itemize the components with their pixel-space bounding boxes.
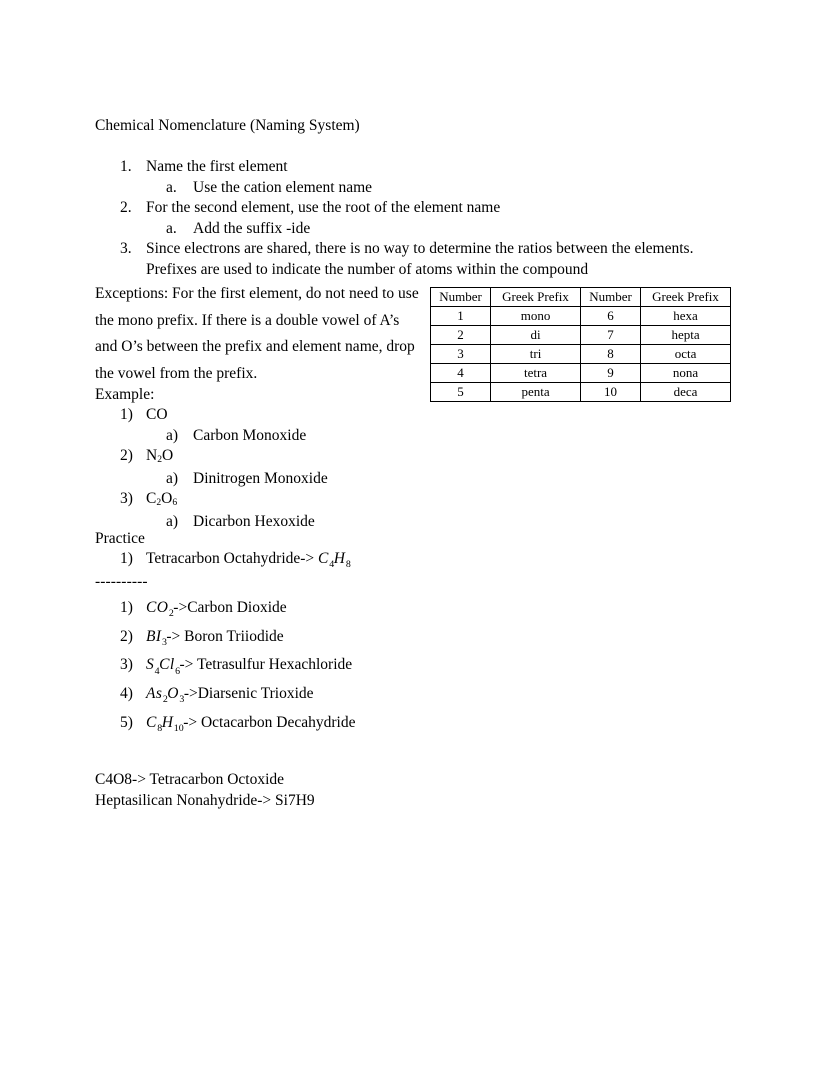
answer-marker: 5) bbox=[120, 713, 133, 731]
practice-item-marker: 1) bbox=[120, 550, 133, 567]
chemical-equation: $As_2O_3$ bbox=[146, 685, 185, 706]
answer-item bbox=[95, 624, 755, 653]
table-cell: deca bbox=[641, 383, 731, 402]
chemical-formula: $N_2O$ bbox=[146, 447, 174, 466]
table-row bbox=[431, 345, 731, 364]
answer-item bbox=[95, 681, 755, 710]
example-heading: Example: bbox=[95, 386, 155, 403]
table-cell: penta bbox=[491, 383, 581, 402]
compound-name: Tetracarbon Octahydride-> bbox=[146, 550, 319, 567]
example-items bbox=[95, 405, 755, 533]
practice-heading: Practice bbox=[95, 530, 145, 547]
answer-body bbox=[146, 710, 755, 739]
table-row bbox=[431, 326, 731, 345]
rule-item bbox=[95, 178, 745, 199]
example-item-marker: 2) bbox=[120, 447, 133, 465]
table-cell: 7 bbox=[580, 326, 640, 345]
answer-text: -> Boron Triiodide bbox=[166, 627, 284, 645]
rule-item bbox=[95, 219, 745, 240]
table-cell: tetra bbox=[491, 364, 581, 383]
table-cell: hepta bbox=[641, 326, 731, 345]
answer-marker: 4) bbox=[120, 685, 133, 703]
table-column-header: Greek Prefix bbox=[491, 288, 581, 307]
chemical-formula: $C_2O_6$ bbox=[146, 490, 178, 509]
table-cell: 1 bbox=[431, 307, 491, 326]
chemical-equation: $CO_2$ bbox=[146, 599, 174, 620]
example-item-text: Carbon Monoxide bbox=[193, 426, 307, 444]
example-item bbox=[95, 489, 755, 512]
example-item-marker: 1) bbox=[120, 406, 133, 423]
rule-item bbox=[95, 239, 745, 280]
answer-item bbox=[95, 652, 755, 681]
table-cell: 6 bbox=[580, 307, 640, 326]
table-cell: 10 bbox=[580, 383, 640, 402]
rule-text: Use the cation element name bbox=[193, 178, 373, 196]
dashed-separator: ---------- bbox=[95, 573, 148, 590]
table-row bbox=[431, 307, 731, 326]
table-cell: octa bbox=[641, 345, 731, 364]
answer-marker: 2) bbox=[120, 627, 133, 645]
chemical-equation: $BI_3$ bbox=[146, 627, 167, 648]
practice-items bbox=[95, 549, 755, 572]
chemical-formula: CO bbox=[146, 406, 168, 423]
practice-item-body bbox=[146, 549, 755, 572]
answer-item bbox=[95, 595, 755, 624]
table-column-header: Greek Prefix bbox=[641, 288, 731, 307]
table-cell: 5 bbox=[431, 383, 491, 402]
rule-item bbox=[95, 157, 745, 178]
table-header-row bbox=[431, 288, 731, 307]
rule-marker: 1. bbox=[120, 158, 132, 175]
answer-marker: 1) bbox=[120, 599, 133, 616]
example-item-marker: a) bbox=[166, 426, 179, 444]
practice-item bbox=[95, 549, 755, 572]
footer-notes bbox=[95, 770, 315, 811]
table-cell: 3 bbox=[431, 345, 491, 364]
table-header bbox=[431, 288, 731, 307]
answer-text: -> Octacarbon Decahydride bbox=[183, 713, 356, 731]
rule-text: Add the suffix -ide bbox=[193, 219, 311, 237]
rule-marker: a. bbox=[166, 178, 177, 196]
example-item-text: Dicarbon Hexoxide bbox=[193, 512, 315, 530]
table-cell: hexa bbox=[641, 307, 731, 326]
example-item-marker: a) bbox=[166, 469, 179, 487]
answer-body bbox=[146, 595, 755, 624]
table-cell: di bbox=[491, 326, 581, 345]
answer-marker: 3) bbox=[120, 656, 133, 674]
example-item-text: Dinitrogen Monoxide bbox=[193, 469, 328, 487]
page-title: Chemical Nomenclature (Naming System) bbox=[95, 117, 360, 134]
table-cell: 8 bbox=[580, 345, 640, 364]
table-column-header: Number bbox=[580, 288, 640, 307]
chemical-equation: $C_4H_8$ bbox=[318, 550, 351, 571]
naming-rules-list bbox=[95, 157, 745, 281]
practice-section bbox=[95, 528, 755, 572]
table-column-header: Number bbox=[431, 288, 491, 307]
answer-text: ->Diarsenic Trioxide bbox=[183, 685, 314, 703]
example-item bbox=[95, 446, 755, 469]
example-item-marker: a) bbox=[166, 512, 179, 530]
footer-line: C4O8-> Tetracarbon Octoxide bbox=[95, 771, 285, 788]
rule-marker: 3. bbox=[120, 240, 132, 258]
rule-marker: a. bbox=[166, 219, 177, 237]
answer-body bbox=[146, 624, 755, 653]
chemical-equation: $S_4Cl_6$ bbox=[146, 656, 181, 677]
table-row bbox=[431, 364, 731, 383]
table-cell: nona bbox=[641, 364, 731, 383]
chemical-equation: $C_8H_{10}$ bbox=[146, 713, 184, 734]
table-cell: 4 bbox=[431, 364, 491, 383]
table-cell: 2 bbox=[431, 326, 491, 345]
answer-body bbox=[146, 652, 755, 681]
answer-text: -> Tetrasulfur Hexachloride bbox=[179, 656, 353, 674]
example-item bbox=[95, 405, 755, 426]
table-cell: tri bbox=[491, 345, 581, 364]
example-section bbox=[95, 384, 755, 533]
example-item bbox=[95, 426, 755, 447]
answer-item bbox=[95, 710, 755, 739]
rule-text: Since electrons are shared, there is no way to determine the ratios between the elements. Prefixes are used to indicate the number of atoms within the compound bbox=[146, 240, 694, 278]
example-item-marker: 3) bbox=[120, 490, 133, 508]
example-item bbox=[95, 469, 755, 490]
answer-body bbox=[146, 681, 755, 710]
answers-list bbox=[95, 595, 755, 739]
footer-line: Heptasilican Nonahydride-> Si7H9 bbox=[95, 791, 315, 809]
rule-marker: 2. bbox=[120, 199, 132, 217]
rule-text: For the second element, use the root of the element name bbox=[146, 199, 501, 217]
exceptions-paragraph: Exceptions: For the first element, do not need to use the mono prefix. If there is a double vowel of A’s and O’s between the prefix and element name, drop the vowel from the prefix. bbox=[95, 285, 419, 382]
rule-text: Name the first element bbox=[146, 158, 288, 175]
rule-item bbox=[95, 198, 745, 219]
table-cell: mono bbox=[491, 307, 581, 326]
answer-text: ->Carbon Dioxide bbox=[173, 599, 287, 616]
table-cell: 9 bbox=[580, 364, 640, 383]
